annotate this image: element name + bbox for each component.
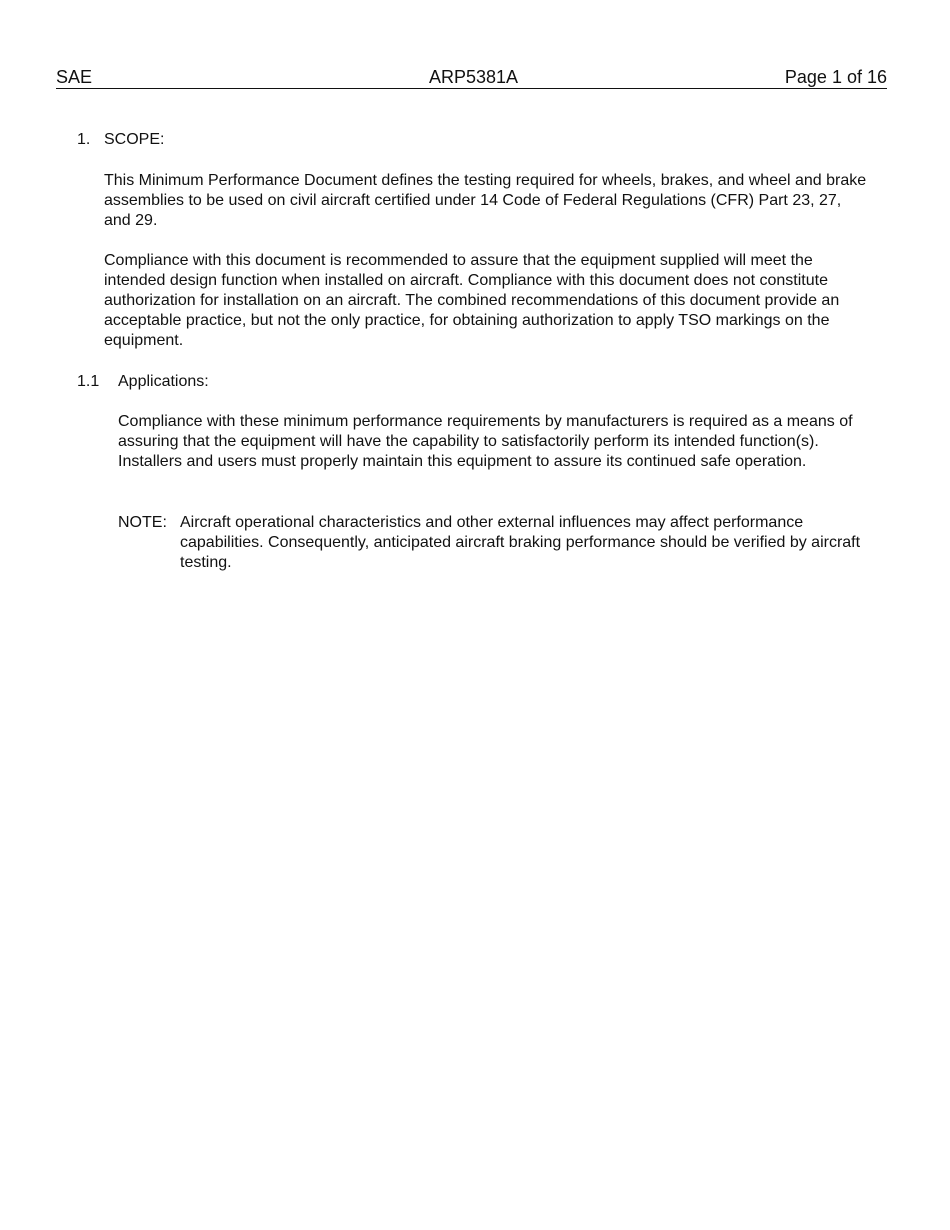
note — [118, 513, 878, 573]
section-1-title: SCOPE: — [104, 131, 165, 148]
section-1-1-paragraph-text: Compliance with these minimum performance requirements by manufacturers is required as a means of assuring that the equipment will have the capability to satisfactorily perform its intended function(s). Installers and users must properly maintain this equipment to assure its continued safe operation. — [118, 413, 853, 470]
section-1-1-number: 1.1 — [77, 373, 100, 390]
header-doc-number: ARP5381A — [429, 67, 519, 87]
note-text: Aircraft operational characteristics and other external influences may affect performance capabilities. Consequently, anticipated aircraft braking performance should be verified by aircraft testing. — [180, 514, 861, 571]
header-org: SAE — [56, 67, 93, 87]
header-page-number: Page 1 of 16 — [784, 67, 887, 87]
section-1-number: 1. — [77, 131, 91, 148]
note-label: NOTE: — [118, 514, 167, 531]
section-1-1-title: Applications: — [118, 373, 209, 390]
section-1-heading — [0, 130, 950, 150]
section-1-paragraph-1-text: This Minimum Performance Document defines the testing required for wheels, brakes, and wheel and brake assemblies to be used on civil aircraft certified under 14 Code of Federal Regulations (CFR) Part 23, 27, and 29. — [104, 172, 867, 229]
section-1-paragraph-2-text: Compliance with this document is recommended to assure that the equipment supplied will meet the intended design function when installed on aircraft. Compliance with this document does not constitute authorization for installation on an aircraft. The combined recommendations of this document provide an acceptable practice, but not the only practice, for obtaining authorization to apply TSO markings on the equipment. — [104, 252, 840, 349]
section-1-1-heading — [0, 372, 950, 392]
page-header — [56, 66, 887, 89]
